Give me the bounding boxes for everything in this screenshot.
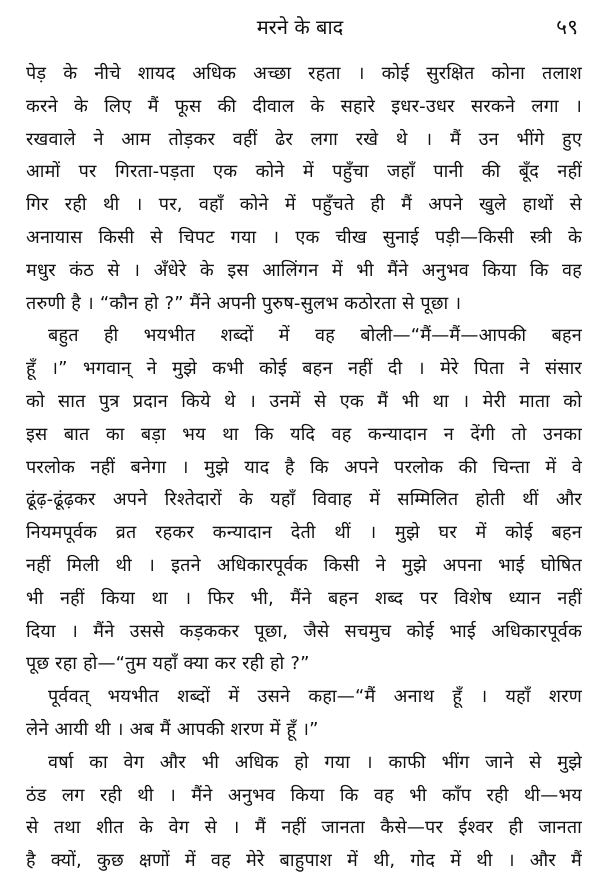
text-line: दिया । मैंने उससे कड़ककर पूछा, जैसे सचमुच कोई भाई अधिकारपूर्वक <box>26 620 582 642</box>
text-line: परलोक नहीं बनेगा । मुझे याद है कि अपने परलोक की चिन्ता में वे <box>26 456 582 478</box>
text-line: ठंड लग रही थी । मैंने अनुभव किया कि वह भी काँप रही थी—भय <box>26 784 582 806</box>
text-line: वर्षा का वेग और भी अधिक हो गया । काफी भींग जाने से मुझे <box>48 751 582 773</box>
text-line: लेने आयी थी । अब मैं आपकी शरण में हूँ ।” <box>26 718 319 740</box>
body-text <box>26 58 582 878</box>
text-line: मधुर कंठ से । अँधेरे के इस आलिंगन में भी मैंने अनुभव किया कि वह <box>26 259 582 281</box>
text-line: पेड़ के नीचे शायद अधिक अच्छा रहता । कोई सुरक्षित कोना तलाश <box>26 63 582 84</box>
text-line: को सात पुत्र प्रदान किये थे । उनमें से एक मैं भी था । मेरी माता को <box>26 390 582 412</box>
text-line: बहुत ही भयभीत शब्दों में वह बोली—“मैं—मैं—आपकी बहन <box>48 325 582 347</box>
text-line: नहीं मिली थी । इतने अधिकारपूर्वक किसी ने मुझे अपना भाई घोषित <box>26 554 582 576</box>
text-line: आमों पर गिरता-पड़ता एक कोने में पहुँचा जहाँ पानी की बूँद नहीं <box>26 161 582 183</box>
text-line: इस बात का बड़ा भय था कि यदि वह कन्यादान न देंगी तो उनका <box>26 423 582 445</box>
page-number: ५९ <box>556 15 578 39</box>
text-line: पूर्ववत् भयभीत शब्दों में उसने कहा—“मैं अनाथ हूँ । यहाँ शरण <box>48 686 582 708</box>
text-line: पूछ रहा हो—“तुम यहाँ क्या कर रही हो ?” <box>26 653 310 675</box>
text-line: नियमपूर्वक व्रत रहकर कन्यादान देती थीं । मुझे घर में कोई बहन <box>26 522 582 544</box>
text-line: गिर रही थी । पर, वहाँ कोने में पहुँचते ही मैं अपने खुले हाथों से <box>26 194 582 216</box>
text-line: तरुणी है । “कौन हो ?” मैंने अपनी पुरुष-सुलभ कठोरता से पूछा । <box>26 292 462 314</box>
text-line: अनायास किसी से चिपट गया । एक चीख सुनाई पड़ी—किसी स्त्री के <box>26 226 582 248</box>
text-line: करने के लिए मैं फूस की दीवाल के सहारे इधर-उधर सरकने लगा । <box>26 95 582 117</box>
page-header <box>0 10 600 44</box>
text-line: हूँ ।” भगवान् ने मुझे कभी कोई बहन नहीं दी । मेरे पिता ने संसार <box>26 358 582 380</box>
text-line: ढूंढ़-ढूंढ़कर अपने रिश्तेदारों के यहाँ विवाह में सम्मिलित होती थीं और <box>26 489 582 511</box>
running-title: मरने के बाद <box>256 15 344 39</box>
text-line: है क्यों, कुछ क्षणों में वह मेरे बाहुपाश में थी, गोद में थी । और मैं <box>26 850 582 872</box>
text-line: से तथा शीत के वेग से । मैं नहीं जानता कैसे—पर ईश्वर ही जानता <box>26 817 582 839</box>
text-line: भी नहीं किया था । फिर भी, मैंने बहन शब्द पर विशेष ध्यान नहीं <box>26 587 582 609</box>
text-line: रखवाले ने आम तोड़कर वहीं ढेर लगा रखे थे । मैं उन भींगे हुए <box>26 128 582 150</box>
